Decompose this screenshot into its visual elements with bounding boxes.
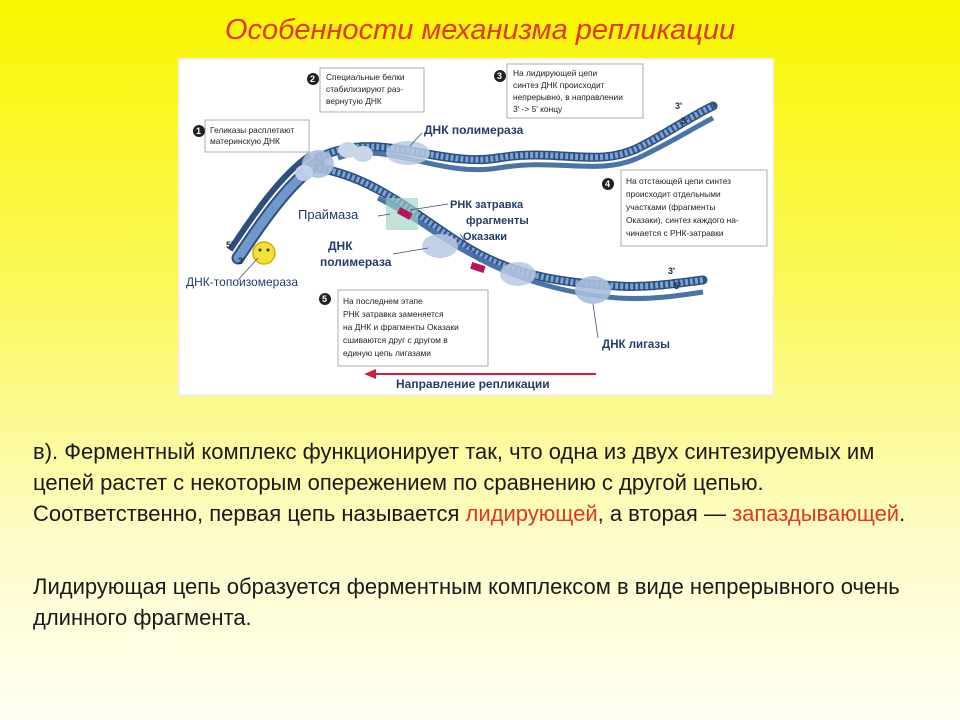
callout-4-line-4: Оказаки), синтез каждого на-	[626, 215, 739, 225]
callout-5	[319, 290, 488, 366]
callout-3-line-2: синтез ДНК происходит	[513, 80, 605, 90]
replication-diagram	[178, 58, 774, 396]
para1-text-3: .	[899, 501, 906, 526]
callout-5-number: 5	[322, 294, 328, 304]
bottom-3-prime: 3'	[668, 266, 676, 276]
label-rna-primer-2: фрагменты	[466, 215, 529, 227]
callout-5-line-3: на ДНК и фрагменты Оказаки	[343, 322, 459, 332]
callout-4-line-2: происходит отдельными	[626, 189, 721, 199]
callout-5-line-4: сшиваются друг с другом в	[343, 335, 448, 345]
left-5-prime: 5'	[226, 240, 234, 250]
callout-1-number: 1	[196, 126, 202, 136]
okazaki-fragment-enzyme	[500, 262, 536, 286]
dna-polymerase-mid-enzyme	[422, 234, 458, 258]
label-dna-polymerase-top: ДНК полимераза	[424, 123, 524, 137]
callout-3-line-1: На лидирующей цепи	[513, 68, 598, 78]
callout-4-line-3: участками (фрагменты	[626, 202, 716, 212]
callout-3-number: 3	[497, 71, 503, 81]
para1-text-2: , а вторая —	[597, 501, 733, 526]
callout-1-line-1: Геликазы расплетают	[210, 125, 295, 135]
top-5-prime: 5'	[681, 116, 689, 126]
callout-3-line-3: непрерывно, в направлении	[513, 92, 623, 102]
callout-4-line-1: На отстающей цепи синтез	[626, 176, 732, 186]
slide-title: Особенности механизма репликации	[224, 14, 736, 46]
direction-label: Направление репликации	[396, 377, 550, 391]
replication-diagram-svg	[178, 58, 774, 396]
label-rna-primer-3: Оказаки	[463, 231, 508, 243]
callout-2-line-2: стабилизируют раз-	[326, 84, 404, 94]
para1-text-1: в). Ферментный комплекс функционирует так, что одна из двух синтезируемых им цепей растет с некоторым опережением по сравнению с другой цепью. Соответственно, первая цепь называется	[33, 439, 875, 526]
label-dna-ligase: ДНК лигазы	[602, 339, 670, 351]
label-dna-polymerase-mid-2: полимераза	[320, 255, 392, 269]
callout-3	[494, 64, 643, 118]
paragraph-leading-strand: Лидирующая цепь образуется ферментным комплексом в виде непрерывного очень длинного фрагмента.	[33, 574, 900, 630]
callout-2-line-3: вернутую ДНК	[326, 96, 382, 106]
term-lagging: запаздывающей	[732, 501, 900, 526]
label-topoisomerase: ДНК-топоизомераза	[186, 275, 299, 289]
callout-5-line-5: единую цепь лигазами	[343, 348, 431, 358]
callout-2-number: 2	[310, 74, 316, 84]
callout-5-line-1: На последнем этапе	[343, 296, 423, 306]
callout-1	[193, 120, 309, 152]
callout-5-line-2: РНК затравка заменяется	[343, 309, 444, 319]
left-3-prime: 3'	[238, 256, 246, 266]
dna-ligase-enzyme	[575, 276, 611, 304]
label-rna-primer-1: РНК затравка	[450, 199, 524, 211]
callout-4	[602, 170, 767, 246]
dna-polymerase-top-enzyme	[386, 141, 430, 165]
topoisomerase-enzyme	[253, 242, 275, 264]
callout-2	[307, 68, 424, 112]
callout-4-number: 4	[605, 179, 611, 189]
label-dna-polymerase-mid-1: ДНК	[328, 239, 353, 253]
callout-2-line-1: Специальные белки	[326, 72, 405, 82]
callout-3-line-4: 3' -> 5' концу	[513, 104, 563, 114]
paragraph-leading-lagging	[33, 436, 933, 529]
term-leading: лидирующей	[465, 501, 598, 526]
callout-1-line-2: материнскую ДНК	[210, 136, 280, 146]
bottom-5-prime: 5'	[674, 281, 682, 291]
label-primase: Праймаза	[298, 207, 359, 222]
callout-4-line-5: чинается с РНК-затравки	[626, 228, 724, 238]
top-3-prime: 3'	[675, 101, 683, 111]
